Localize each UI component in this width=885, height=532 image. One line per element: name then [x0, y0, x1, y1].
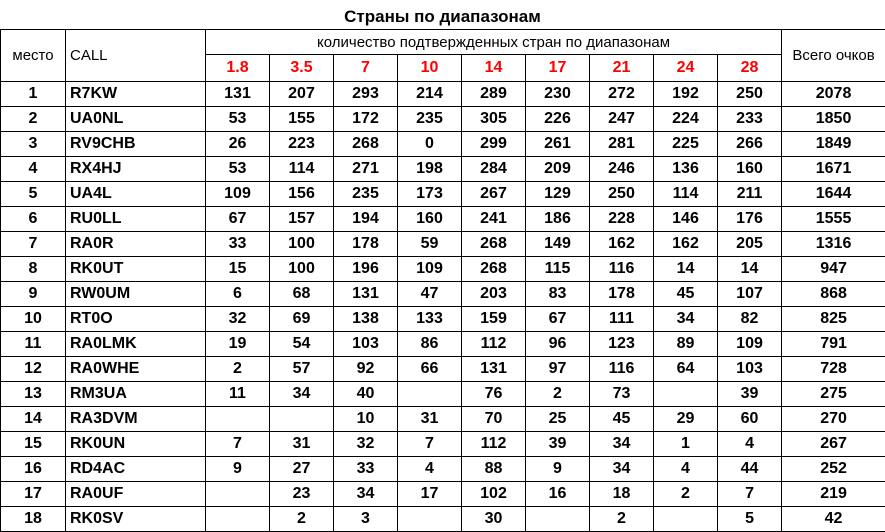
- band-header: 17: [526, 55, 590, 82]
- band-count-cell: 131: [206, 82, 270, 107]
- band-count-cell: 224: [654, 107, 718, 132]
- band-count-cell: 209: [526, 157, 590, 182]
- band-count-cell: 3: [334, 507, 398, 532]
- band-header: 7: [334, 55, 398, 82]
- band-count-cell: 173: [398, 182, 462, 207]
- band-count-cell: 178: [334, 232, 398, 257]
- band-count-cell: 97: [526, 357, 590, 382]
- band-count-cell: 6: [206, 282, 270, 307]
- callsign-cell: RA0R: [66, 232, 206, 257]
- band-count-cell: 131: [334, 282, 398, 307]
- table-row: [1, 482, 885, 507]
- band-count-cell: 11: [206, 382, 270, 407]
- band-count-cell: 149: [526, 232, 590, 257]
- callsign-cell: RV9CHB: [66, 132, 206, 157]
- band-count-cell: 233: [718, 107, 782, 132]
- band-count-cell: 82: [718, 307, 782, 332]
- callsign-cell: RK0UN: [66, 432, 206, 457]
- band-count-cell: 47: [398, 282, 462, 307]
- band-count-cell: 112: [462, 332, 526, 357]
- band-count-cell: 203: [462, 282, 526, 307]
- total-score-cell: 2078: [782, 82, 885, 107]
- band-count-cell: 115: [526, 257, 590, 282]
- band-count-cell: 45: [654, 282, 718, 307]
- band-count-cell: 123: [590, 332, 654, 357]
- total-score-cell: 728: [782, 357, 885, 382]
- callsign-cell: UA4L: [66, 182, 206, 207]
- band-count-cell: 109: [718, 332, 782, 357]
- band-count-cell: 116: [590, 357, 654, 382]
- band-count-cell: 247: [590, 107, 654, 132]
- band-count-cell: 76: [462, 382, 526, 407]
- band-count-cell: 39: [718, 382, 782, 407]
- band-count-cell: 157: [270, 207, 334, 232]
- band-count-cell: 114: [270, 157, 334, 182]
- band-count-cell: 68: [270, 282, 334, 307]
- rank-cell: 6: [1, 207, 66, 232]
- band-count-cell: 207: [270, 82, 334, 107]
- band-count-cell: 109: [206, 182, 270, 207]
- band-count-cell: 9: [526, 457, 590, 482]
- total-score-cell: 219: [782, 482, 885, 507]
- band-count-cell: 235: [334, 182, 398, 207]
- band-count-cell: 31: [398, 407, 462, 432]
- band-header: 10: [398, 55, 462, 82]
- band-count-cell: 67: [526, 307, 590, 332]
- band-count-cell: 160: [398, 207, 462, 232]
- rank-cell: 18: [1, 507, 66, 532]
- band-count-cell: [526, 507, 590, 532]
- band-count-cell: 27: [270, 457, 334, 482]
- table-row: [1, 282, 885, 307]
- band-count-cell: 18: [590, 482, 654, 507]
- band-count-cell: 26: [206, 132, 270, 157]
- band-count-cell: 17: [398, 482, 462, 507]
- callsign-cell: RK0SV: [66, 507, 206, 532]
- callsign-cell: RD4AC: [66, 457, 206, 482]
- band-count-cell: 14: [654, 257, 718, 282]
- band-count-cell: 23: [270, 482, 334, 507]
- band-count-cell: 178: [590, 282, 654, 307]
- band-count-cell: 194: [334, 207, 398, 232]
- total-score-cell: 270: [782, 407, 885, 432]
- band-count-cell: 66: [398, 357, 462, 382]
- band-count-cell: 129: [526, 182, 590, 207]
- band-count-cell: 4: [718, 432, 782, 457]
- band-count-cell: 92: [334, 357, 398, 382]
- bands-group-header: количество подтвержденных стран по диапазонам: [206, 30, 782, 55]
- band-count-cell: 131: [462, 357, 526, 382]
- total-score-cell: 947: [782, 257, 885, 282]
- band-count-cell: 16: [526, 482, 590, 507]
- rank-cell: 15: [1, 432, 66, 457]
- band-count-cell: 198: [398, 157, 462, 182]
- total-score-cell: 1555: [782, 207, 885, 232]
- band-count-cell: [270, 407, 334, 432]
- band-count-cell: 33: [206, 232, 270, 257]
- band-count-cell: 138: [334, 307, 398, 332]
- band-count-cell: [398, 382, 462, 407]
- band-count-cell: 96: [526, 332, 590, 357]
- table-row: [1, 232, 885, 257]
- band-count-cell: 272: [590, 82, 654, 107]
- band-count-cell: 7: [718, 482, 782, 507]
- rank-cell: 4: [1, 157, 66, 182]
- band-count-cell: 241: [462, 207, 526, 232]
- band-count-cell: [206, 407, 270, 432]
- total-score-cell: 42: [782, 507, 885, 532]
- band-count-cell: [654, 382, 718, 407]
- rank-cell: 9: [1, 282, 66, 307]
- band-count-cell: 268: [334, 132, 398, 157]
- band-count-cell: 34: [654, 307, 718, 332]
- band-count-cell: 226: [526, 107, 590, 132]
- table-row: [1, 132, 885, 157]
- total-score-cell: 1671: [782, 157, 885, 182]
- table-row: [1, 357, 885, 382]
- callsign-cell: RK0UT: [66, 257, 206, 282]
- rank-cell: 8: [1, 257, 66, 282]
- callsign-cell: RU0LL: [66, 207, 206, 232]
- band-count-cell: 59: [398, 232, 462, 257]
- band-count-cell: 25: [526, 407, 590, 432]
- band-count-cell: 40: [334, 382, 398, 407]
- band-count-cell: 223: [270, 132, 334, 157]
- band-count-cell: 53: [206, 107, 270, 132]
- band-count-cell: 69: [270, 307, 334, 332]
- total-score-cell: 275: [782, 382, 885, 407]
- total-score-cell: 267: [782, 432, 885, 457]
- rank-header: место: [1, 30, 66, 82]
- band-count-cell: 31: [270, 432, 334, 457]
- band-count-cell: 88: [462, 457, 526, 482]
- band-header: 1.8: [206, 55, 270, 82]
- band-count-cell: 100: [270, 257, 334, 282]
- table-row: [1, 207, 885, 232]
- callsign-cell: RA0LMK: [66, 332, 206, 357]
- band-count-cell: 186: [526, 207, 590, 232]
- band-count-cell: 268: [462, 257, 526, 282]
- band-count-cell: 261: [526, 132, 590, 157]
- band-count-cell: 112: [462, 432, 526, 457]
- band-count-cell: 289: [462, 82, 526, 107]
- band-count-cell: 57: [270, 357, 334, 382]
- band-count-cell: 299: [462, 132, 526, 157]
- band-count-cell: 205: [718, 232, 782, 257]
- band-count-cell: 34: [334, 482, 398, 507]
- band-count-cell: 89: [654, 332, 718, 357]
- band-count-cell: 1: [654, 432, 718, 457]
- band-count-cell: 114: [654, 182, 718, 207]
- table-row: [1, 507, 885, 532]
- table-row: [1, 107, 885, 132]
- band-count-cell: 284: [462, 157, 526, 182]
- band-count-cell: 54: [270, 332, 334, 357]
- band-count-cell: 160: [718, 157, 782, 182]
- band-count-cell: 266: [718, 132, 782, 157]
- band-header: 28: [718, 55, 782, 82]
- band-count-cell: 116: [590, 257, 654, 282]
- band-count-cell: 109: [398, 257, 462, 282]
- band-count-cell: 67: [206, 207, 270, 232]
- band-count-cell: 211: [718, 182, 782, 207]
- callsign-cell: RA0WHE: [66, 357, 206, 382]
- band-count-cell: 146: [654, 207, 718, 232]
- rank-cell: 5: [1, 182, 66, 207]
- band-count-cell: 271: [334, 157, 398, 182]
- total-score-cell: 252: [782, 457, 885, 482]
- band-count-cell: 14: [718, 257, 782, 282]
- band-count-cell: 192: [654, 82, 718, 107]
- band-count-cell: 60: [718, 407, 782, 432]
- band-count-cell: 228: [590, 207, 654, 232]
- rank-cell: 12: [1, 357, 66, 382]
- callsign-cell: RA0UF: [66, 482, 206, 507]
- band-count-cell: 73: [590, 382, 654, 407]
- table-row: [1, 307, 885, 332]
- band-count-cell: 53: [206, 157, 270, 182]
- band-count-cell: 214: [398, 82, 462, 107]
- band-count-cell: 34: [270, 382, 334, 407]
- band-count-cell: 9: [206, 457, 270, 482]
- band-count-cell: 33: [334, 457, 398, 482]
- band-count-cell: 107: [718, 282, 782, 307]
- band-count-cell: 70: [462, 407, 526, 432]
- results-table: [0, 29, 885, 532]
- band-header: 21: [590, 55, 654, 82]
- table-row: [1, 257, 885, 282]
- table-row: [1, 157, 885, 182]
- band-count-cell: 136: [654, 157, 718, 182]
- band-count-cell: 0: [398, 132, 462, 157]
- band-count-cell: 5: [718, 507, 782, 532]
- band-header: 24: [654, 55, 718, 82]
- rank-cell: 11: [1, 332, 66, 357]
- total-score-cell: 1850: [782, 107, 885, 132]
- band-count-cell: 159: [462, 307, 526, 332]
- band-count-cell: 19: [206, 332, 270, 357]
- call-header: CALL: [66, 30, 206, 82]
- callsign-cell: RM3UA: [66, 382, 206, 407]
- band-count-cell: 246: [590, 157, 654, 182]
- band-count-cell: 29: [654, 407, 718, 432]
- callsign-cell: R7KW: [66, 82, 206, 107]
- total-score-cell: 825: [782, 307, 885, 332]
- callsign-cell: RA3DVM: [66, 407, 206, 432]
- table-row: [1, 457, 885, 482]
- band-count-cell: 196: [334, 257, 398, 282]
- band-count-cell: 34: [590, 457, 654, 482]
- band-count-cell: 156: [270, 182, 334, 207]
- band-count-cell: 7: [206, 432, 270, 457]
- rank-cell: 17: [1, 482, 66, 507]
- band-count-cell: 2: [590, 507, 654, 532]
- band-count-cell: 155: [270, 107, 334, 132]
- band-count-cell: 176: [718, 207, 782, 232]
- band-count-cell: 34: [590, 432, 654, 457]
- band-count-cell: 32: [206, 307, 270, 332]
- table-row: [1, 332, 885, 357]
- band-count-cell: [398, 507, 462, 532]
- band-count-cell: 235: [398, 107, 462, 132]
- table-row: [1, 182, 885, 207]
- band-count-cell: 250: [590, 182, 654, 207]
- band-count-cell: 230: [526, 82, 590, 107]
- callsign-cell: RW0UM: [66, 282, 206, 307]
- rank-cell: 2: [1, 107, 66, 132]
- rank-cell: 3: [1, 132, 66, 157]
- band-count-cell: 225: [654, 132, 718, 157]
- band-count-cell: 305: [462, 107, 526, 132]
- band-count-cell: 44: [718, 457, 782, 482]
- callsign-cell: RX4HJ: [66, 157, 206, 182]
- band-count-cell: 133: [398, 307, 462, 332]
- band-count-cell: 2: [270, 507, 334, 532]
- band-count-cell: 39: [526, 432, 590, 457]
- table-row: [1, 407, 885, 432]
- band-count-cell: 64: [654, 357, 718, 382]
- band-header: 14: [462, 55, 526, 82]
- rank-cell: 1: [1, 82, 66, 107]
- rank-cell: 16: [1, 457, 66, 482]
- table-row: [1, 82, 885, 107]
- band-count-cell: [206, 482, 270, 507]
- band-count-cell: 15: [206, 257, 270, 282]
- band-count-cell: 10: [334, 407, 398, 432]
- band-count-cell: 83: [526, 282, 590, 307]
- total-score-cell: 1316: [782, 232, 885, 257]
- band-count-cell: 30: [462, 507, 526, 532]
- band-count-cell: 32: [334, 432, 398, 457]
- band-count-cell: 2: [526, 382, 590, 407]
- band-count-cell: 102: [462, 482, 526, 507]
- band-count-cell: 4: [654, 457, 718, 482]
- band-count-cell: [206, 507, 270, 532]
- band-count-cell: 293: [334, 82, 398, 107]
- total-score-cell: 1644: [782, 182, 885, 207]
- band-count-cell: 281: [590, 132, 654, 157]
- total-score-cell: 868: [782, 282, 885, 307]
- total-header: Всего очков: [782, 30, 885, 82]
- band-count-cell: [654, 507, 718, 532]
- callsign-cell: UA0NL: [66, 107, 206, 132]
- rank-cell: 10: [1, 307, 66, 332]
- band-count-cell: 45: [590, 407, 654, 432]
- rank-cell: 14: [1, 407, 66, 432]
- rank-cell: 13: [1, 382, 66, 407]
- band-header: 3.5: [270, 55, 334, 82]
- band-count-cell: 86: [398, 332, 462, 357]
- rank-cell: 7: [1, 232, 66, 257]
- band-count-cell: 2: [206, 357, 270, 382]
- band-count-cell: 100: [270, 232, 334, 257]
- band-count-cell: 172: [334, 107, 398, 132]
- band-count-cell: 2: [654, 482, 718, 507]
- total-score-cell: 1849: [782, 132, 885, 157]
- table-row: [1, 432, 885, 457]
- band-count-cell: 162: [654, 232, 718, 257]
- band-count-cell: 103: [718, 357, 782, 382]
- total-score-cell: 791: [782, 332, 885, 357]
- band-count-cell: 7: [398, 432, 462, 457]
- band-count-cell: 268: [462, 232, 526, 257]
- table-row: [1, 382, 885, 407]
- band-count-cell: 250: [718, 82, 782, 107]
- band-count-cell: 103: [334, 332, 398, 357]
- band-count-cell: 4: [398, 457, 462, 482]
- band-count-cell: 111: [590, 307, 654, 332]
- band-count-cell: 162: [590, 232, 654, 257]
- page-title: Страны по диапазонам: [0, 0, 885, 30]
- band-count-cell: 267: [462, 182, 526, 207]
- callsign-cell: RT0O: [66, 307, 206, 332]
